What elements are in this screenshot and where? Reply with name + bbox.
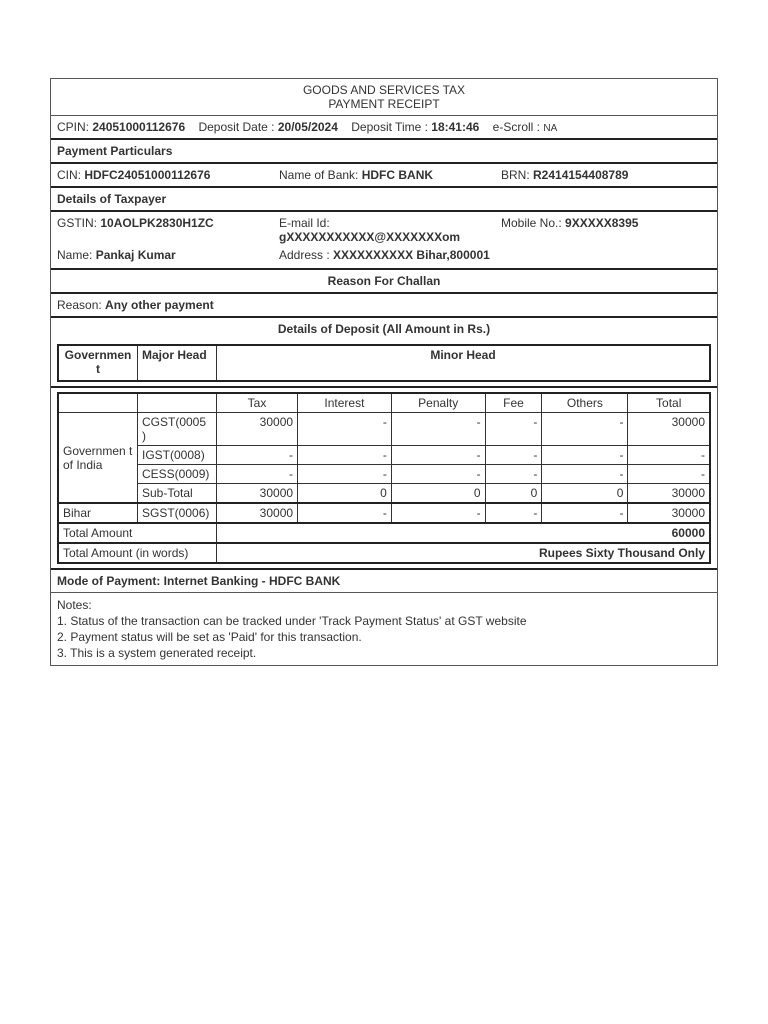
receipt-header bbox=[51, 79, 717, 116]
deposit-time-label: Deposit Time : bbox=[351, 120, 432, 134]
name-label: Name: bbox=[57, 248, 96, 262]
deposit-heading: Details of Deposit (All Amount in Rs.) bbox=[277, 322, 491, 336]
table-header-row bbox=[58, 393, 710, 413]
cell-value: 30000 bbox=[217, 484, 298, 504]
deposit-time-value: 18:41:46 bbox=[431, 120, 480, 134]
email-label: E-mail Id: bbox=[279, 216, 330, 230]
cell-value: - bbox=[542, 465, 628, 484]
row-head: CESS(0009) bbox=[138, 465, 217, 484]
subtotal-row bbox=[58, 484, 710, 504]
total-amount-row bbox=[58, 523, 710, 543]
column-header: Tax bbox=[217, 393, 298, 413]
cell-value: - bbox=[542, 446, 628, 465]
cell-value: 30000 bbox=[628, 413, 710, 446]
major-head-header: Major Head bbox=[138, 345, 217, 381]
cpin-row bbox=[51, 116, 717, 140]
cin-label: CIN: bbox=[57, 168, 85, 182]
column-header: Fee bbox=[485, 393, 542, 413]
cell-value: 0 bbox=[391, 484, 485, 504]
cell-value: - bbox=[542, 413, 628, 446]
reason-label: Reason: bbox=[57, 298, 106, 312]
gstin-label: GSTIN: bbox=[57, 216, 101, 230]
deposit-date-label: Deposit Date : bbox=[198, 120, 278, 134]
notes-section bbox=[51, 593, 717, 665]
brn-label: BRN: bbox=[501, 168, 534, 182]
cell-value: - bbox=[298, 503, 392, 523]
taxpayer-details bbox=[51, 212, 717, 270]
note-item: 2. Payment status will be set as 'Paid' for this transaction. bbox=[57, 630, 362, 644]
bihar-row bbox=[58, 503, 710, 523]
empty-header-cell bbox=[138, 393, 217, 413]
minor-head-header: Minor Head bbox=[217, 345, 711, 381]
bank-value: HDFC BANK bbox=[361, 168, 434, 182]
cell-value: 30000 bbox=[217, 503, 298, 523]
cell-value: - bbox=[391, 503, 485, 523]
cpin-value: 24051000112676 bbox=[92, 120, 186, 134]
deposit-table bbox=[57, 392, 711, 564]
cell-value: - bbox=[628, 465, 710, 484]
cin-value: HDFC24051000112676 bbox=[84, 168, 211, 182]
row-head: SGST(0006) bbox=[138, 503, 217, 523]
cell-value: - bbox=[217, 446, 298, 465]
name-value: Pankaj Kumar bbox=[95, 248, 176, 262]
total-words-label: Total Amount (in words) bbox=[58, 543, 217, 563]
column-header: Others bbox=[542, 393, 628, 413]
government-of-india-cell bbox=[58, 413, 138, 504]
deposit-table-wrap bbox=[51, 388, 717, 570]
gstin-value: 10AOLPK2830H1ZC bbox=[100, 216, 214, 230]
cell-value: - bbox=[485, 503, 542, 523]
column-header: Penalty bbox=[391, 393, 485, 413]
address-label: Address : bbox=[279, 248, 334, 262]
cell-value: - bbox=[391, 446, 485, 465]
mobile-value: 9XXXXX8395 bbox=[565, 216, 639, 230]
cell-value: 0 bbox=[298, 484, 392, 504]
cell-value: 0 bbox=[542, 484, 628, 504]
note-item: 3. This is a system generated receipt. bbox=[57, 646, 257, 660]
table-row bbox=[58, 465, 710, 484]
notes-title: Notes: bbox=[57, 598, 92, 612]
total-words-row bbox=[58, 543, 710, 563]
table-row bbox=[58, 446, 710, 465]
column-header: Interest bbox=[298, 393, 392, 413]
address-value: XXXXXXXXXX Bihar,800001 bbox=[333, 248, 490, 262]
cell-value: - bbox=[391, 413, 485, 446]
payment-receipt bbox=[50, 78, 718, 666]
cell-value: - bbox=[485, 465, 542, 484]
header-subtitle: PAYMENT RECEIPT bbox=[328, 97, 440, 111]
escroll-label: e-Scroll : bbox=[492, 120, 544, 134]
cell-value: - bbox=[485, 446, 542, 465]
cell-value: 30000 bbox=[628, 503, 710, 523]
bank-label: Name of Bank: bbox=[279, 168, 362, 182]
payment-particulars-heading: Payment Particulars bbox=[51, 140, 717, 164]
email-value: gXXXXXXXXXXX@XXXXXXXom bbox=[279, 230, 461, 244]
government-header: Governmen t bbox=[58, 345, 138, 381]
cpin-label: CPIN: bbox=[57, 120, 93, 134]
row-head: IGST(0008) bbox=[138, 446, 217, 465]
goi-label-line1: Governmen t bbox=[63, 443, 133, 458]
column-header: Total bbox=[628, 393, 710, 413]
cell-value: - bbox=[298, 465, 392, 484]
note-item: 1. Status of the transaction can be tracked under 'Track Payment Status' at GST website bbox=[57, 614, 527, 628]
mobile-label: Mobile No.: bbox=[501, 216, 566, 230]
cell-value: 30000 bbox=[628, 484, 710, 504]
head-table bbox=[57, 344, 711, 382]
deposit-date-value: 20/05/2024 bbox=[277, 120, 338, 134]
cell-value: - bbox=[628, 446, 710, 465]
total-amount-label: Total Amount bbox=[58, 523, 217, 543]
reason-heading: Reason For Challan bbox=[51, 270, 717, 294]
cell-value: 0 bbox=[485, 484, 542, 504]
reason-value: Any other payment bbox=[105, 298, 214, 312]
brn-value: R2414154408789 bbox=[533, 168, 629, 182]
cell-value: - bbox=[298, 446, 392, 465]
escroll-value: NA bbox=[543, 123, 558, 134]
cell-value: - bbox=[217, 465, 298, 484]
cell-value: 30000 bbox=[217, 413, 298, 446]
row-head: CGST(0005 ) bbox=[138, 413, 217, 446]
header-title: GOODS AND SERVICES TAX bbox=[302, 83, 466, 97]
total-words-value: Rupees Sixty Thousand Only bbox=[217, 543, 711, 563]
bank-row bbox=[51, 164, 717, 188]
empty-header-cell bbox=[58, 393, 138, 413]
cell-value: - bbox=[391, 465, 485, 484]
cell-value: - bbox=[485, 413, 542, 446]
table-row bbox=[58, 413, 710, 446]
head-table-wrap bbox=[51, 340, 717, 388]
total-amount-value: 60000 bbox=[217, 523, 711, 543]
reason-row bbox=[51, 294, 717, 318]
row-head: Sub-Total bbox=[138, 484, 217, 504]
taxpayer-heading: Details of Taxpayer bbox=[51, 188, 717, 212]
bihar-gov-cell: Bihar bbox=[58, 503, 138, 523]
goi-label-line2: of India bbox=[63, 457, 103, 472]
cell-value: - bbox=[298, 413, 392, 446]
mode-of-payment: Mode of Payment: Internet Banking - HDFC BANK bbox=[51, 570, 717, 593]
cell-value: - bbox=[542, 503, 628, 523]
